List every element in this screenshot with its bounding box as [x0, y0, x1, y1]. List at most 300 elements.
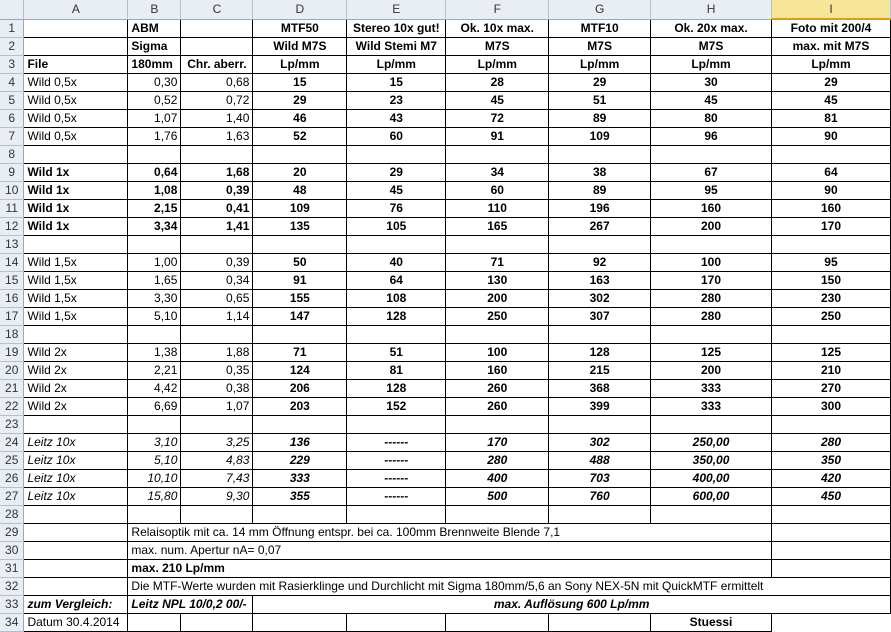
data-cell[interactable]: Wild 1,5x	[24, 308, 128, 326]
data-cell[interactable]: 1,41	[181, 218, 253, 236]
data-cell[interactable]	[128, 416, 181, 434]
row-header[interactable]: 10	[0, 182, 24, 200]
data-cell[interactable]: 3,25	[181, 434, 253, 452]
data-cell[interactable]: 128	[347, 308, 446, 326]
note-cell[interactable]	[771, 542, 890, 560]
data-cell[interactable]: 89	[549, 182, 651, 200]
header-cell[interactable]: Foto mit 200/4	[771, 19, 890, 38]
note-cell[interactable]	[128, 614, 181, 632]
data-cell[interactable]: 150	[771, 272, 890, 290]
data-cell[interactable]: Wild 2x	[24, 398, 128, 416]
data-cell[interactable]: 45	[446, 92, 549, 110]
header-cell[interactable]: Lp/mm	[446, 56, 549, 74]
data-cell[interactable]: 3,10	[128, 434, 181, 452]
header-cell[interactable]: Ok. 10x max.	[446, 19, 549, 38]
data-cell[interactable]	[446, 146, 549, 164]
data-cell[interactable]: 250	[771, 308, 890, 326]
column-header-c[interactable]: C	[181, 0, 253, 19]
data-cell[interactable]: 28	[446, 74, 549, 92]
data-cell[interactable]: ------	[347, 434, 446, 452]
row-header[interactable]: 16	[0, 290, 24, 308]
data-cell[interactable]: 1,00	[128, 254, 181, 272]
data-cell[interactable]	[771, 146, 890, 164]
data-cell[interactable]: 267	[549, 218, 651, 236]
data-cell[interactable]: Wild 1,5x	[24, 272, 128, 290]
data-cell[interactable]: 280	[651, 290, 772, 308]
row-header[interactable]: 20	[0, 362, 24, 380]
data-cell[interactable]: 170	[651, 272, 772, 290]
header-cell[interactable]: Wild Stemi M7	[347, 38, 446, 56]
data-cell[interactable]: 307	[549, 308, 651, 326]
data-cell[interactable]: 4,42	[128, 380, 181, 398]
data-cell[interactable]	[347, 236, 446, 254]
row-header[interactable]: 4	[0, 74, 24, 92]
data-cell[interactable]	[128, 326, 181, 344]
row-header[interactable]: 1	[0, 19, 24, 38]
data-cell[interactable]: 1,14	[181, 308, 253, 326]
data-cell[interactable]: 2,21	[128, 362, 181, 380]
note-cell[interactable]	[24, 542, 128, 560]
column-header-i[interactable]: I	[771, 0, 890, 19]
data-cell[interactable]: 20	[253, 164, 347, 182]
header-cell[interactable]	[181, 19, 253, 38]
data-cell[interactable]: 3,34	[128, 218, 181, 236]
data-cell[interactable]: 200	[651, 362, 772, 380]
data-cell[interactable]: 0,68	[181, 74, 253, 92]
data-cell[interactable]: 1,08	[128, 182, 181, 200]
data-cell[interactable]: Wild 2x	[24, 380, 128, 398]
row-header[interactable]: 8	[0, 146, 24, 164]
data-cell[interactable]: Wild 0,5x	[24, 110, 128, 128]
data-cell[interactable]: 125	[771, 344, 890, 362]
note-apertur[interactable]: max. num. Apertur nA= 0,07	[128, 542, 772, 560]
data-cell[interactable]	[549, 416, 651, 434]
row-header[interactable]: 17	[0, 308, 24, 326]
data-cell[interactable]	[253, 506, 347, 524]
data-cell[interactable]: 109	[549, 128, 651, 146]
data-cell[interactable]: 29	[347, 164, 446, 182]
data-cell[interactable]: 52	[253, 128, 347, 146]
data-cell[interactable]: 200	[651, 218, 772, 236]
data-cell[interactable]	[24, 236, 128, 254]
data-cell[interactable]: ------	[347, 488, 446, 506]
data-cell[interactable]: 130	[446, 272, 549, 290]
data-cell[interactable]: 81	[771, 110, 890, 128]
header-cell[interactable]: Lp/mm	[253, 56, 347, 74]
data-cell[interactable]: 128	[549, 344, 651, 362]
data-cell[interactable]: 136	[253, 434, 347, 452]
data-cell[interactable]: 500	[446, 488, 549, 506]
data-cell[interactable]	[253, 236, 347, 254]
data-cell[interactable]: 165	[446, 218, 549, 236]
row-header[interactable]: 13	[0, 236, 24, 254]
column-header-d[interactable]: D	[253, 0, 347, 19]
data-cell[interactable]	[347, 146, 446, 164]
data-cell[interactable]: 45	[771, 92, 890, 110]
header-cell[interactable]: File	[24, 56, 128, 74]
data-cell[interactable]: 0,52	[128, 92, 181, 110]
data-cell[interactable]	[24, 146, 128, 164]
data-cell[interactable]	[253, 146, 347, 164]
data-cell[interactable]: 95	[771, 254, 890, 272]
note-comparison-lens[interactable]: Leitz NPL 10/0,2 00/-	[128, 596, 253, 614]
data-cell[interactable]: 108	[347, 290, 446, 308]
header-cell[interactable]	[24, 38, 128, 56]
data-cell[interactable]: 260	[446, 380, 549, 398]
header-cell[interactable]: max. mit M7S	[771, 38, 890, 56]
data-cell[interactable]: 0,64	[128, 164, 181, 182]
data-cell[interactable]: 1,07	[181, 398, 253, 416]
data-cell[interactable]: 160	[651, 200, 772, 218]
row-header[interactable]: 19	[0, 344, 24, 362]
data-cell[interactable]: 124	[253, 362, 347, 380]
data-cell[interactable]: 1,63	[181, 128, 253, 146]
data-cell[interactable]: 105	[347, 218, 446, 236]
data-cell[interactable]: 43	[347, 110, 446, 128]
data-cell[interactable]: Leitz 10x	[24, 470, 128, 488]
note-comparison-label[interactable]: zum Vergleich:	[24, 596, 128, 614]
header-cell[interactable]: ABM	[128, 19, 181, 38]
data-cell[interactable]	[181, 146, 253, 164]
row-header[interactable]: 12	[0, 218, 24, 236]
note-method[interactable]: Die MTF-Werte wurden mit Rasierklinge und Durchlicht mit Sigma 180mm/5,6 an Sony NEX-5N mit QuickMTF ermittelt	[128, 578, 891, 596]
data-cell[interactable]: Wild 1x	[24, 164, 128, 182]
data-cell[interactable]: 400,00	[651, 470, 772, 488]
data-cell[interactable]	[24, 326, 128, 344]
note-cell[interactable]	[181, 614, 253, 632]
data-cell[interactable]: 9,30	[181, 488, 253, 506]
row-header[interactable]: 15	[0, 272, 24, 290]
data-cell[interactable]	[446, 416, 549, 434]
row-header[interactable]: 34	[0, 614, 24, 632]
data-cell[interactable]	[181, 326, 253, 344]
row-header[interactable]: 28	[0, 506, 24, 524]
data-cell[interactable]: 34	[446, 164, 549, 182]
header-cell[interactable]: Sigma	[128, 38, 181, 56]
row-header[interactable]: 26	[0, 470, 24, 488]
data-cell[interactable]: 333	[651, 398, 772, 416]
data-cell[interactable]: 91	[446, 128, 549, 146]
header-cell[interactable]: Wild M7S	[253, 38, 347, 56]
data-cell[interactable]	[651, 326, 772, 344]
row-header[interactable]: 14	[0, 254, 24, 272]
header-cell[interactable]: Ok. 20x max.	[651, 19, 772, 38]
data-cell[interactable]: 368	[549, 380, 651, 398]
note-cell[interactable]	[347, 614, 446, 632]
header-cell[interactable]: Lp/mm	[651, 56, 772, 74]
data-cell[interactable]: 206	[253, 380, 347, 398]
data-cell[interactable]: 110	[446, 200, 549, 218]
data-cell[interactable]: 0,30	[128, 74, 181, 92]
data-cell[interactable]: 250,00	[651, 434, 772, 452]
data-cell[interactable]: Leitz 10x	[24, 434, 128, 452]
data-cell[interactable]: Wild 0,5x	[24, 128, 128, 146]
data-cell[interactable]: 0,65	[181, 290, 253, 308]
header-cell[interactable]: Chr. aberr.	[181, 56, 253, 74]
column-header-e[interactable]: E	[347, 0, 446, 19]
data-cell[interactable]	[181, 236, 253, 254]
data-cell[interactable]: 270	[771, 380, 890, 398]
data-cell[interactable]: 128	[347, 380, 446, 398]
row-header[interactable]: 2	[0, 38, 24, 56]
data-cell[interactable]: Wild 0,5x	[24, 92, 128, 110]
data-cell[interactable]	[181, 416, 253, 434]
data-cell[interactable]	[651, 146, 772, 164]
header-cell[interactable]: Lp/mm	[771, 56, 890, 74]
data-cell[interactable]: 7,43	[181, 470, 253, 488]
data-cell[interactable]: 280	[771, 434, 890, 452]
data-cell[interactable]: 760	[549, 488, 651, 506]
data-cell[interactable]: Wild 1x	[24, 200, 128, 218]
data-cell[interactable]: 90	[771, 182, 890, 200]
data-cell[interactable]: 135	[253, 218, 347, 236]
data-cell[interactable]: Wild 2x	[24, 344, 128, 362]
data-cell[interactable]: 60	[446, 182, 549, 200]
data-cell[interactable]: 89	[549, 110, 651, 128]
data-cell[interactable]: 72	[446, 110, 549, 128]
select-all-corner[interactable]	[0, 0, 24, 19]
data-cell[interactable]: 0,72	[181, 92, 253, 110]
row-header[interactable]: 7	[0, 128, 24, 146]
note-cell[interactable]	[24, 578, 128, 596]
data-cell[interactable]: 280	[651, 308, 772, 326]
note-comparison-result[interactable]: max. Auflösung 600 Lp/mm	[253, 596, 891, 614]
note-cell[interactable]	[549, 614, 651, 632]
data-cell[interactable]: 45	[347, 182, 446, 200]
data-cell[interactable]: 100	[651, 254, 772, 272]
data-cell[interactable]: 302	[549, 434, 651, 452]
note-cell[interactable]	[24, 560, 128, 578]
data-cell[interactable]: 1,68	[181, 164, 253, 182]
data-cell[interactable]: 80	[651, 110, 772, 128]
data-cell[interactable]: Wild 0,5x	[24, 74, 128, 92]
data-cell[interactable]: 125	[651, 344, 772, 362]
data-cell[interactable]: 196	[549, 200, 651, 218]
data-cell[interactable]: Leitz 10x	[24, 488, 128, 506]
data-cell[interactable]: 1,65	[128, 272, 181, 290]
row-header[interactable]: 11	[0, 200, 24, 218]
header-cell[interactable]: M7S	[446, 38, 549, 56]
data-cell[interactable]: ------	[347, 470, 446, 488]
header-cell[interactable]: Lp/mm	[549, 56, 651, 74]
data-cell[interactable]: 600,00	[651, 488, 772, 506]
data-cell[interactable]: 15	[253, 74, 347, 92]
data-cell[interactable]: 0,39	[181, 182, 253, 200]
data-cell[interactable]	[446, 506, 549, 524]
data-cell[interactable]: Wild 1x	[24, 182, 128, 200]
data-cell[interactable]	[771, 326, 890, 344]
data-cell[interactable]: 5,10	[128, 308, 181, 326]
data-cell[interactable]	[253, 416, 347, 434]
data-cell[interactable]: 280	[446, 452, 549, 470]
data-cell[interactable]: 92	[549, 254, 651, 272]
header-cell[interactable]: Lp/mm	[347, 56, 446, 74]
note-date[interactable]: Datum 30.4.2014	[24, 614, 128, 632]
row-header[interactable]: 25	[0, 452, 24, 470]
data-cell[interactable]: 50	[253, 254, 347, 272]
data-cell[interactable]	[651, 506, 772, 524]
data-cell[interactable]: 333	[651, 380, 772, 398]
data-cell[interactable]: 300	[771, 398, 890, 416]
note-relaisoptik[interactable]: Relaisoptik mit ca. 14 mm Öffnung entspr. bei ca. 100mm Brennweite Blende 7,1	[128, 524, 772, 542]
data-cell[interactable]	[549, 326, 651, 344]
column-header-f[interactable]: F	[446, 0, 549, 19]
data-cell[interactable]: 203	[253, 398, 347, 416]
data-cell[interactable]: 15,80	[128, 488, 181, 506]
data-cell[interactable]: 91	[253, 272, 347, 290]
data-cell[interactable]: 229	[253, 452, 347, 470]
row-header[interactable]: 27	[0, 488, 24, 506]
data-cell[interactable]: 1,76	[128, 128, 181, 146]
data-cell[interactable]: 2,15	[128, 200, 181, 218]
data-cell[interactable]: 230	[771, 290, 890, 308]
row-header[interactable]: 31	[0, 560, 24, 578]
data-cell[interactable]	[549, 146, 651, 164]
data-cell[interactable]: 163	[549, 272, 651, 290]
row-header[interactable]: 23	[0, 416, 24, 434]
data-cell[interactable]: 155	[253, 290, 347, 308]
data-cell[interactable]: Wild 1x	[24, 218, 128, 236]
data-cell[interactable]: 160	[446, 362, 549, 380]
data-cell[interactable]: 60	[347, 128, 446, 146]
data-cell[interactable]: 29	[253, 92, 347, 110]
column-header-g[interactable]: G	[549, 0, 651, 19]
note-cell[interactable]	[771, 560, 890, 578]
data-cell[interactable]: 48	[253, 182, 347, 200]
row-header[interactable]: 21	[0, 380, 24, 398]
header-cell[interactable]: MTF50	[253, 19, 347, 38]
data-cell[interactable]: 200	[446, 290, 549, 308]
header-cell[interactable]: M7S	[549, 38, 651, 56]
row-header[interactable]: 6	[0, 110, 24, 128]
data-cell[interactable]: 703	[549, 470, 651, 488]
data-cell[interactable]: 109	[253, 200, 347, 218]
row-header[interactable]: 32	[0, 578, 24, 596]
data-cell[interactable]: 333	[253, 470, 347, 488]
data-cell[interactable]: 1,88	[181, 344, 253, 362]
row-header[interactable]: 30	[0, 542, 24, 560]
data-cell[interactable]: 29	[771, 74, 890, 92]
data-cell[interactable]	[771, 236, 890, 254]
row-header[interactable]: 22	[0, 398, 24, 416]
data-cell[interactable]	[549, 236, 651, 254]
data-cell[interactable]: 1,38	[128, 344, 181, 362]
data-cell[interactable]: 400	[446, 470, 549, 488]
data-cell[interactable]: 30	[651, 74, 772, 92]
header-cell[interactable]: 180mm	[128, 56, 181, 74]
data-cell[interactable]: Wild 1,5x	[24, 254, 128, 272]
row-header[interactable]: 18	[0, 326, 24, 344]
data-cell[interactable]: 90	[771, 128, 890, 146]
data-cell[interactable]: 0,39	[181, 254, 253, 272]
header-cell[interactable]	[24, 19, 128, 38]
data-cell[interactable]	[651, 416, 772, 434]
data-cell[interactable]	[549, 506, 651, 524]
row-header[interactable]: 24	[0, 434, 24, 452]
data-cell[interactable]: 23	[347, 92, 446, 110]
data-cell[interactable]: 100	[446, 344, 549, 362]
note-cell[interactable]	[771, 524, 890, 542]
data-cell[interactable]: 29	[549, 74, 651, 92]
data-cell[interactable]: 4,83	[181, 452, 253, 470]
data-cell[interactable]: 95	[651, 182, 772, 200]
header-cell[interactable]: M7S	[651, 38, 772, 56]
data-cell[interactable]: 45	[651, 92, 772, 110]
data-cell[interactable]: Leitz 10x	[24, 452, 128, 470]
note-cell[interactable]	[446, 614, 549, 632]
data-cell[interactable]: Wild 1,5x	[24, 290, 128, 308]
note-author[interactable]: Stuessi	[651, 614, 772, 632]
data-cell[interactable]: 81	[347, 362, 446, 380]
row-header[interactable]: 3	[0, 56, 24, 74]
data-cell[interactable]: 51	[347, 344, 446, 362]
data-cell[interactable]: 3,30	[128, 290, 181, 308]
data-cell[interactable]: 488	[549, 452, 651, 470]
data-cell[interactable]: 46	[253, 110, 347, 128]
data-cell[interactable]	[347, 506, 446, 524]
data-cell[interactable]: 147	[253, 308, 347, 326]
header-cell[interactable]: Stereo 10x gut!	[347, 19, 446, 38]
row-header[interactable]: 29	[0, 524, 24, 542]
data-cell[interactable]: 399	[549, 398, 651, 416]
data-cell[interactable]: 96	[651, 128, 772, 146]
data-cell[interactable]	[347, 416, 446, 434]
data-cell[interactable]: 10,10	[128, 470, 181, 488]
data-cell[interactable]: 64	[347, 272, 446, 290]
data-cell[interactable]	[253, 326, 347, 344]
data-cell[interactable]: 76	[347, 200, 446, 218]
data-cell[interactable]: 215	[549, 362, 651, 380]
data-cell[interactable]: 350	[771, 452, 890, 470]
note-max-resolution[interactable]: max. 210 Lp/mm	[128, 560, 772, 578]
data-cell[interactable]: Wild 2x	[24, 362, 128, 380]
data-cell[interactable]	[446, 326, 549, 344]
data-cell[interactable]: 40	[347, 254, 446, 272]
header-cell[interactable]: MTF10	[549, 19, 651, 38]
data-cell[interactable]: 1,40	[181, 110, 253, 128]
column-header-b[interactable]: B	[128, 0, 181, 19]
data-cell[interactable]	[181, 506, 253, 524]
data-cell[interactable]: 302	[549, 290, 651, 308]
data-cell[interactable]: 71	[446, 254, 549, 272]
note-cell[interactable]	[24, 524, 128, 542]
data-cell[interactable]: 260	[446, 398, 549, 416]
data-cell[interactable]: 0,41	[181, 200, 253, 218]
row-header[interactable]: 33	[0, 596, 24, 614]
data-cell[interactable]: 0,34	[181, 272, 253, 290]
data-cell[interactable]: 51	[549, 92, 651, 110]
data-cell[interactable]	[347, 326, 446, 344]
data-cell[interactable]: 0,38	[181, 380, 253, 398]
data-cell[interactable]: 6,69	[128, 398, 181, 416]
data-cell[interactable]	[128, 506, 181, 524]
data-cell[interactable]: 160	[771, 200, 890, 218]
header-cell[interactable]	[181, 38, 253, 56]
data-cell[interactable]: 15	[347, 74, 446, 92]
data-cell[interactable]	[446, 236, 549, 254]
data-cell[interactable]	[651, 236, 772, 254]
data-cell[interactable]	[24, 416, 128, 434]
data-cell[interactable]: 67	[651, 164, 772, 182]
data-cell[interactable]: 64	[771, 164, 890, 182]
data-cell[interactable]: 420	[771, 470, 890, 488]
data-cell[interactable]: 450	[771, 488, 890, 506]
row-header[interactable]: 5	[0, 92, 24, 110]
data-cell[interactable]: 355	[253, 488, 347, 506]
note-cell[interactable]	[253, 614, 347, 632]
data-cell[interactable]	[771, 416, 890, 434]
data-cell[interactable]: 71	[253, 344, 347, 362]
